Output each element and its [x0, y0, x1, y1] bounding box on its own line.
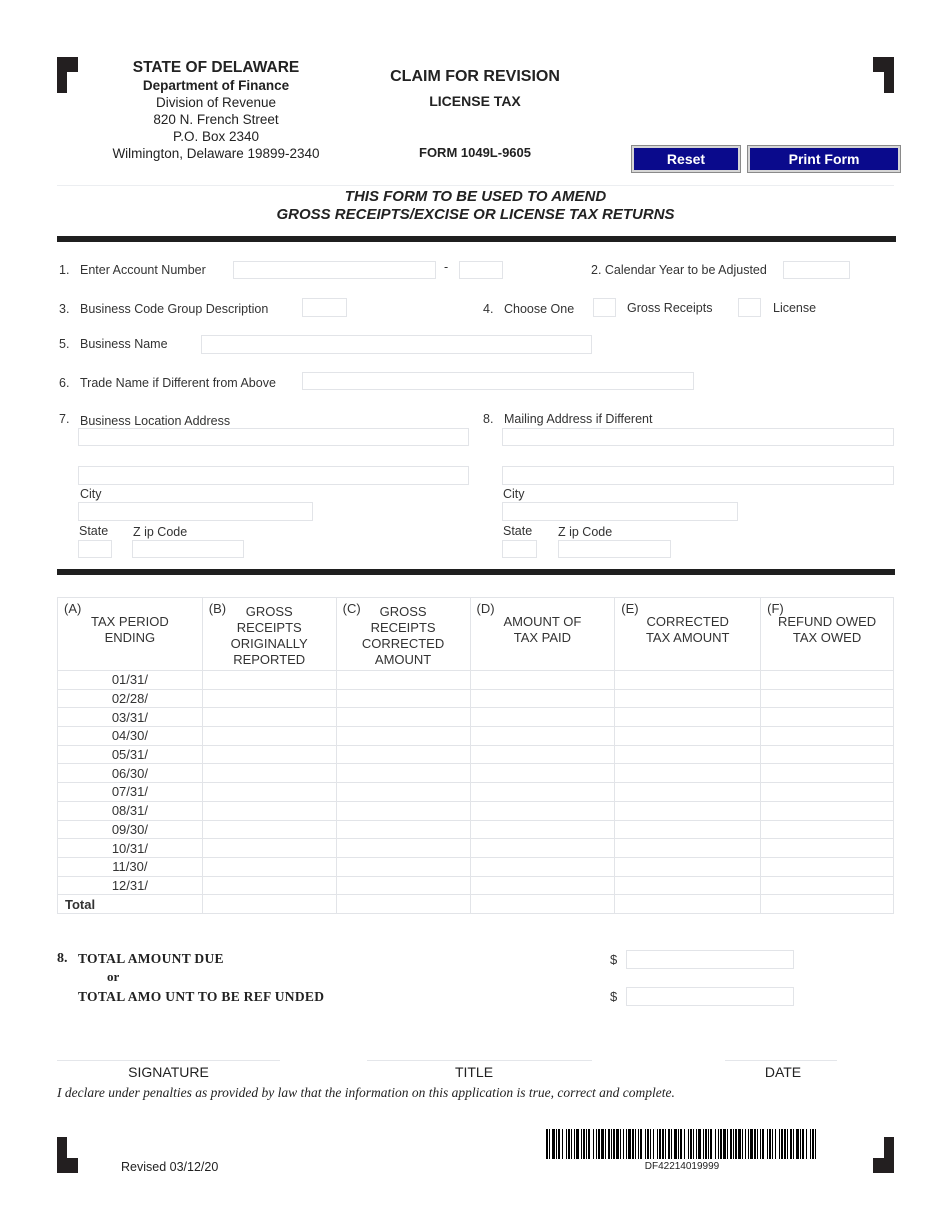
title-label: TITLE	[454, 1064, 494, 1080]
field-8-number: 8.	[483, 412, 494, 426]
form-number: FORM 1049L-9605	[419, 145, 531, 160]
barcode-bar	[674, 1129, 677, 1159]
business-name-label: Business Name	[80, 337, 168, 351]
field-7-number: 7.	[59, 412, 70, 426]
tax-period-cell: 06/30/	[58, 764, 203, 783]
corner-notch-bl	[67, 1137, 78, 1158]
barcode-bar	[779, 1129, 780, 1159]
amount-input-cell[interactable]	[615, 801, 761, 820]
or-label: or	[107, 969, 120, 984]
mailing-address-line-2-input[interactable]	[502, 466, 894, 485]
barcode-bar	[769, 1129, 771, 1159]
barcode-bar	[703, 1129, 704, 1159]
amount-input-cell[interactable]	[470, 727, 615, 746]
column-header-d: (D) AMOUNT OF TAX PAID	[470, 598, 615, 671]
table-row	[58, 857, 894, 876]
form-title: CLAIM FOR REVISION	[390, 68, 560, 85]
amount-input-cell[interactable]	[615, 876, 761, 895]
business-zip-input[interactable]	[132, 540, 244, 558]
barcode-bar	[611, 1129, 612, 1159]
amount-input-cell[interactable]	[761, 764, 894, 783]
table-row	[58, 671, 894, 690]
account-dash: -	[444, 260, 449, 274]
barcode-bar	[623, 1129, 624, 1159]
barcode-bar	[688, 1129, 689, 1159]
amount-input-cell[interactable]	[470, 745, 615, 764]
barcode-bar	[581, 1129, 582, 1159]
business-address-line-1-input[interactable]	[78, 428, 469, 446]
amount-input-cell[interactable]	[336, 689, 470, 708]
barcode-bar	[586, 1129, 587, 1159]
barcode-bar	[738, 1129, 741, 1159]
account-suffix-input[interactable]	[459, 261, 503, 279]
barcode-bar	[571, 1129, 572, 1159]
amount-input-cell[interactable]	[615, 727, 761, 746]
amount-input-cell[interactable]	[336, 820, 470, 839]
column-header-e: (E) CORRECTED TAX AMOUNT	[615, 598, 761, 671]
barcode-bar	[608, 1129, 610, 1159]
barcode-bar	[784, 1129, 786, 1159]
amount-input-cell[interactable]	[202, 745, 336, 764]
business-city-input[interactable]	[78, 502, 313, 521]
barcode-bar	[690, 1129, 692, 1159]
account-number-input[interactable]	[233, 261, 436, 279]
column-header-b: (B) GROSS RECEIPTS ORIGINALLY REPORTED	[202, 598, 336, 671]
table-row	[58, 801, 894, 820]
barcode-bar	[806, 1129, 807, 1159]
barcode-bar	[767, 1129, 768, 1159]
barcode-bar	[748, 1129, 749, 1159]
amount-input-cell[interactable]	[202, 727, 336, 746]
barcode-bar	[810, 1129, 811, 1159]
license-checkbox[interactable]	[738, 298, 761, 317]
mailing-state-input[interactable]	[502, 540, 537, 558]
division-name: Division of Revenue	[155, 95, 277, 110]
banner-line-2: GROSS RECEIPTS/EXCISE OR LICENSE TAX RETURNS	[276, 206, 675, 223]
trade-name-label: Trade Name if Different from Above	[80, 376, 276, 390]
declaration-text: I declare under penalties as provided by law that the information on this application is true, correct and complete.	[57, 1085, 675, 1100]
amount-input-cell[interactable]	[336, 764, 470, 783]
reset-button[interactable]: Reset	[632, 146, 740, 172]
account-number-label: Enter Account Number	[80, 263, 206, 277]
barcode-bar	[576, 1129, 579, 1159]
barcode-bar	[718, 1129, 719, 1159]
amount-input-cell[interactable]	[470, 708, 615, 727]
amount-input-cell[interactable]	[470, 839, 615, 858]
amount-input-cell[interactable]	[615, 783, 761, 802]
totals-number: 8.	[57, 951, 68, 966]
gross-receipts-checkbox[interactable]	[593, 298, 616, 317]
barcode-bar	[750, 1129, 753, 1159]
amount-input-cell[interactable]	[761, 839, 894, 858]
column-header-a: (A) TAX PERIOD ENDING	[58, 598, 203, 671]
amount-input-cell[interactable]	[336, 708, 470, 727]
barcode-bar	[678, 1129, 679, 1159]
column-header-f: (F) REFUND OWED TAX OWED	[761, 598, 894, 671]
business-state-label: State	[79, 524, 109, 538]
header-divider	[57, 185, 894, 186]
tax-period-cell: 01/31/	[58, 671, 203, 690]
barcode-bar	[757, 1129, 758, 1159]
mailing-address-label: Mailing Address if Different	[504, 412, 653, 426]
corner-notch-tl	[67, 72, 78, 93]
barcode-bar	[800, 1129, 801, 1159]
amount-input-cell[interactable]	[336, 801, 470, 820]
barcode-bar	[626, 1129, 627, 1159]
po-box: P.O. Box 2340	[172, 129, 260, 144]
barcode-bar	[781, 1129, 783, 1159]
barcode-bar	[657, 1129, 658, 1159]
barcode-bar	[760, 1129, 761, 1159]
barcode-bar	[684, 1129, 685, 1159]
barcode-bar	[628, 1129, 631, 1159]
tax-period-cell: 04/30/	[58, 727, 203, 746]
barcode-text: DF42214019999	[644, 1161, 720, 1172]
total-refund-label: TOTAL AMO UNT TO BE REF UNDED	[78, 989, 325, 1004]
tax-period-cell: 03/31/	[58, 708, 203, 727]
barcode-bar	[558, 1129, 560, 1159]
revised-date: Revised 03/12/20	[121, 1160, 219, 1174]
mailing-state-label: State	[503, 524, 533, 538]
barcode-bar	[723, 1129, 726, 1159]
business-code-label: Business Code Group Description	[80, 302, 269, 316]
amount-input-cell[interactable]	[470, 764, 615, 783]
barcode-bar	[566, 1129, 567, 1159]
signature-line	[57, 1060, 280, 1061]
total-amount-due-label: TOTAL AMOUNT DUE	[78, 951, 224, 966]
table-row	[58, 876, 894, 895]
barcode-bar	[662, 1129, 664, 1159]
barcode-bar	[653, 1129, 654, 1159]
business-code-input[interactable]	[302, 298, 347, 317]
business-city-label: City	[80, 487, 102, 501]
table-row	[58, 839, 894, 858]
tax-period-cell: 12/31/	[58, 876, 203, 895]
amount-input-cell[interactable]	[202, 783, 336, 802]
barcode-bar	[574, 1129, 575, 1159]
tax-period-cell: 07/31/	[58, 783, 203, 802]
table-row	[58, 820, 894, 839]
barcode-bar	[790, 1129, 792, 1159]
amount-input-cell[interactable]	[615, 857, 761, 876]
amount-input-cell[interactable]	[202, 764, 336, 783]
amount-input-cell[interactable]	[470, 671, 615, 690]
total-input-cell[interactable]	[615, 895, 761, 914]
mailing-zip-label: Z ip Code	[558, 525, 613, 539]
barcode-bar	[705, 1129, 707, 1159]
amount-input-cell[interactable]	[470, 689, 615, 708]
barcode-bar	[735, 1129, 737, 1159]
amount-input-cell[interactable]	[761, 857, 894, 876]
barcode-bar	[710, 1129, 712, 1159]
middle-thick-rule	[57, 569, 895, 575]
column-header-c: (C) GROSS RECEIPTS CORRECTED AMOUNT	[336, 598, 470, 671]
amount-input-cell[interactable]	[761, 783, 894, 802]
corner-notch-br	[873, 1137, 884, 1158]
amount-input-cell[interactable]	[615, 689, 761, 708]
barcode-bar	[668, 1129, 670, 1159]
mailing-address-line-1-input[interactable]	[502, 428, 894, 446]
barcode-bar	[815, 1129, 816, 1159]
field-1-number: 1.	[59, 263, 70, 277]
barcode-bar	[730, 1129, 732, 1159]
mailing-city-label: City	[503, 487, 525, 501]
barcode-bar	[650, 1129, 651, 1159]
table-row	[58, 783, 894, 802]
barcode-bar	[715, 1129, 716, 1159]
barcode-bar	[665, 1129, 666, 1159]
license-label: License	[773, 301, 817, 315]
amount-input-cell[interactable]	[202, 839, 336, 858]
total-input-cell[interactable]	[470, 895, 615, 914]
agency-name: STATE OF DELAWARE	[132, 59, 300, 76]
barcode-bar	[596, 1129, 597, 1159]
amount-input-cell[interactable]	[336, 745, 470, 764]
mailing-city-input[interactable]	[502, 502, 738, 521]
amount-input-cell[interactable]	[615, 764, 761, 783]
barcode-bar	[552, 1129, 555, 1159]
amount-input-cell[interactable]	[202, 801, 336, 820]
barcode-bar	[754, 1129, 756, 1159]
amount-input-cell[interactable]	[336, 671, 470, 690]
signature-label: SIGNATURE	[128, 1064, 209, 1080]
table-row	[58, 745, 894, 764]
table-row	[58, 764, 894, 783]
barcode-bar	[588, 1129, 590, 1159]
amount-input-cell[interactable]	[202, 876, 336, 895]
field-6-number: 6.	[59, 376, 70, 390]
total-amount-due-input[interactable]	[626, 950, 794, 969]
title-line	[367, 1060, 592, 1061]
barcode-bar	[562, 1129, 563, 1159]
calendar-year-input[interactable]	[783, 261, 850, 279]
amount-input-cell[interactable]	[336, 857, 470, 876]
due-currency: $	[610, 952, 618, 967]
business-state-input[interactable]	[78, 540, 112, 558]
barcode-bar	[742, 1129, 743, 1159]
table-row	[58, 727, 894, 746]
calendar-year-label: 2. Calendar Year to be Adjusted	[591, 263, 767, 277]
barcode-bar	[696, 1129, 697, 1159]
barcode-bar	[745, 1129, 746, 1159]
barcode-bar	[720, 1129, 722, 1159]
amount-input-cell[interactable]	[761, 708, 894, 727]
print-form-button[interactable]: Print Form	[748, 146, 900, 172]
barcode-bar	[708, 1129, 709, 1159]
total-row	[58, 895, 894, 914]
gross-receipts-label: Gross Receipts	[627, 301, 713, 315]
total-input-cell[interactable]	[202, 895, 336, 914]
barcode-bar	[645, 1129, 646, 1159]
barcode-bar	[796, 1129, 799, 1159]
barcode-bar	[613, 1129, 615, 1159]
top-thick-rule	[57, 236, 896, 242]
amount-input-cell[interactable]	[615, 839, 761, 858]
corner-notch-tr	[873, 72, 884, 93]
total-label: Total	[58, 895, 203, 914]
street-address: 820 N. French Street	[153, 112, 279, 127]
barcode-bar	[762, 1129, 764, 1159]
mailing-zip-input[interactable]	[558, 540, 671, 558]
amount-input-cell[interactable]	[470, 783, 615, 802]
business-address-line-2-input[interactable]	[78, 466, 469, 485]
amount-input-cell[interactable]	[336, 783, 470, 802]
barcode-bar	[775, 1129, 776, 1159]
amount-input-cell[interactable]	[202, 708, 336, 727]
agency-address-block	[96, 58, 336, 162]
field-5-number: 5.	[59, 337, 70, 351]
amount-input-cell[interactable]	[615, 671, 761, 690]
amount-input-cell[interactable]	[615, 820, 761, 839]
amount-input-cell[interactable]	[470, 801, 615, 820]
barcode-bar	[549, 1129, 550, 1159]
barcode-bar	[568, 1129, 570, 1159]
barcode-bar	[640, 1129, 642, 1159]
tax-period-cell: 08/31/	[58, 801, 203, 820]
field-3-number: 3.	[59, 302, 70, 316]
tax-period-cell: 02/28/	[58, 689, 203, 708]
amount-input-cell[interactable]	[336, 876, 470, 895]
amount-input-cell[interactable]	[761, 820, 894, 839]
choose-one-label: Choose One	[504, 302, 575, 316]
barcode-bar	[787, 1129, 788, 1159]
amount-input-cell[interactable]	[761, 745, 894, 764]
amount-input-cell[interactable]	[615, 745, 761, 764]
barcode-bar	[793, 1129, 794, 1159]
tax-period-cell: 10/31/	[58, 839, 203, 858]
barcode-bar	[635, 1129, 636, 1159]
amount-input-cell[interactable]	[761, 801, 894, 820]
business-name-input[interactable]	[201, 335, 592, 354]
date-line	[725, 1060, 837, 1061]
amount-input-cell[interactable]	[470, 876, 615, 895]
barcode-bar	[659, 1129, 661, 1159]
amount-input-cell[interactable]	[761, 876, 894, 895]
barcode-bar	[647, 1129, 649, 1159]
barcode-bar	[772, 1129, 773, 1159]
barcode-bar	[671, 1129, 672, 1159]
amount-input-cell[interactable]	[615, 708, 761, 727]
business-zip-label: Z ip Code	[133, 525, 188, 539]
amount-input-cell[interactable]	[761, 671, 894, 690]
field-4-number: 4.	[483, 302, 494, 316]
tax-period-table	[57, 597, 894, 914]
barcode-bar	[802, 1129, 804, 1159]
barcode-image	[546, 1129, 818, 1159]
amount-input-cell[interactable]	[470, 857, 615, 876]
amount-input-cell[interactable]	[202, 671, 336, 690]
amount-input-cell[interactable]	[336, 839, 470, 858]
banner-line-1: THIS FORM TO BE USED TO AMEND	[344, 188, 607, 205]
amount-input-cell[interactable]	[336, 727, 470, 746]
amount-input-cell[interactable]	[202, 820, 336, 839]
barcode-bar	[680, 1129, 682, 1159]
total-refund-input[interactable]	[626, 987, 794, 1006]
amount-input-cell[interactable]	[761, 689, 894, 708]
total-input-cell[interactable]	[761, 895, 894, 914]
trade-name-input[interactable]	[302, 372, 694, 390]
tax-period-cell: 11/30/	[58, 857, 203, 876]
table-row	[58, 689, 894, 708]
barcode-bar	[598, 1129, 600, 1159]
barcode-bar	[812, 1129, 814, 1159]
barcode-bar	[638, 1129, 639, 1159]
amount-input-cell[interactable]	[202, 857, 336, 876]
barcode-bar	[546, 1129, 548, 1159]
department-name: Department of Finance	[142, 78, 290, 93]
table-row	[58, 708, 894, 727]
amount-input-cell[interactable]	[202, 689, 336, 708]
city-line: Wilmington, Delaware 19899-2340	[112, 146, 320, 161]
amount-input-cell[interactable]	[761, 727, 894, 746]
refund-currency: $	[610, 989, 618, 1004]
date-label: DATE	[764, 1064, 802, 1080]
tax-period-cell: 05/31/	[58, 745, 203, 764]
total-input-cell[interactable]	[336, 895, 470, 914]
barcode-bar	[693, 1129, 694, 1159]
barcode-bar	[616, 1129, 619, 1159]
barcode-bar	[601, 1129, 604, 1159]
barcode-bar	[620, 1129, 621, 1159]
barcode-bar	[733, 1129, 734, 1159]
tax-period-cell: 09/30/	[58, 820, 203, 839]
barcode-bar	[727, 1129, 728, 1159]
business-location-label: Business Location Address	[80, 414, 231, 428]
barcode-bar	[593, 1129, 594, 1159]
barcode-bar	[698, 1129, 701, 1159]
barcode-bar	[583, 1129, 585, 1159]
form-subtitle: LICENSE TAX	[429, 93, 521, 109]
barcode-bar	[556, 1129, 557, 1159]
amount-input-cell[interactable]	[470, 820, 615, 839]
barcode-bar	[632, 1129, 634, 1159]
barcode-bar	[605, 1129, 606, 1159]
